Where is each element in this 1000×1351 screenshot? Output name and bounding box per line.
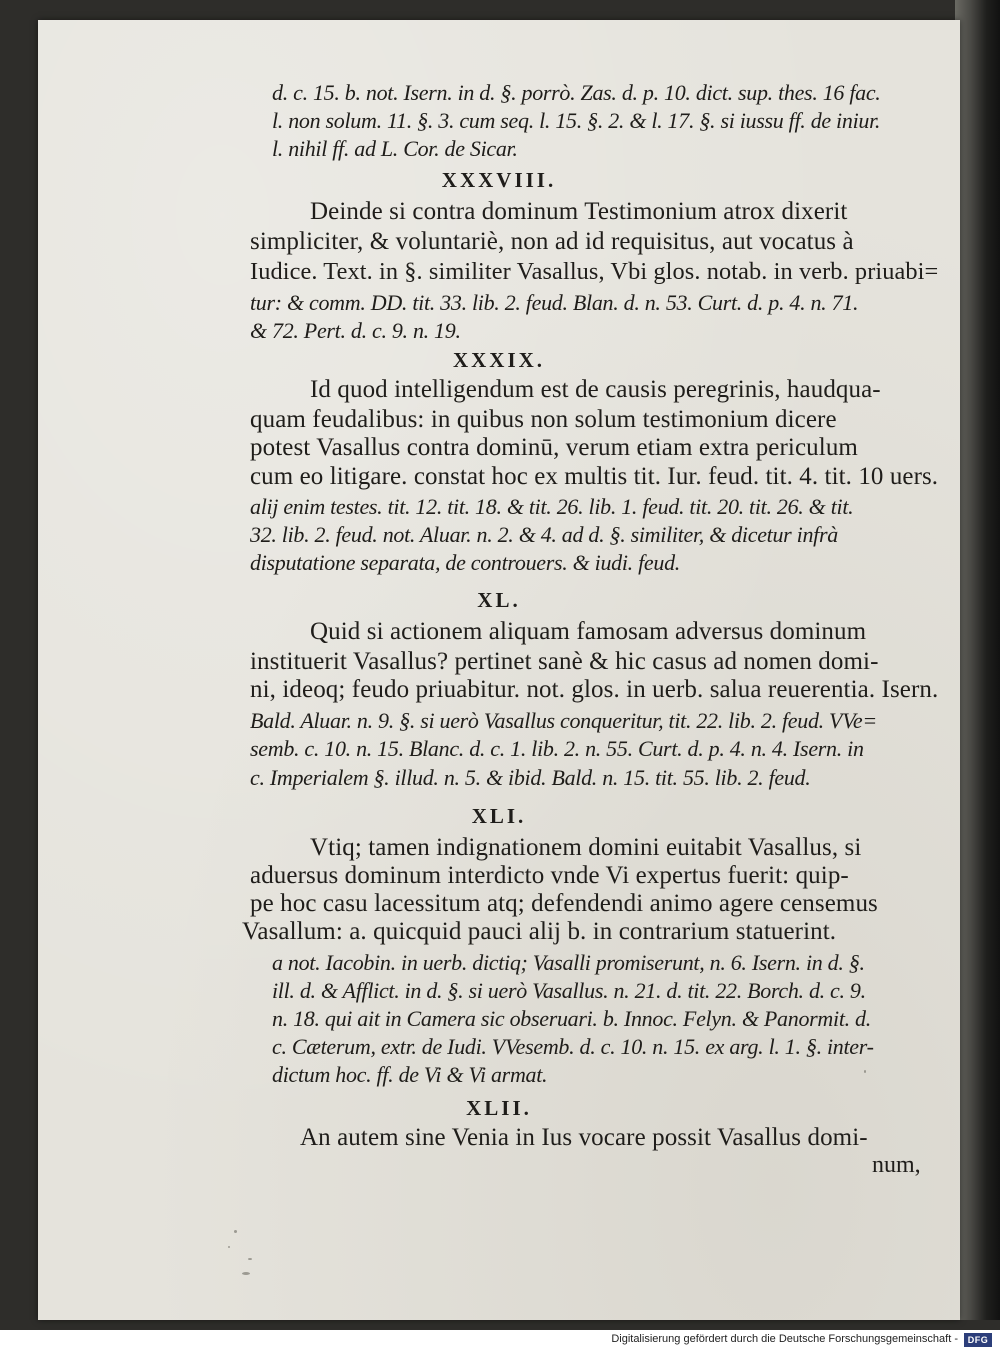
- text-line: cum eo litigare. constat hoc ex multis tit. Iur. feud. tit. 4. tit. 10 uers.: [250, 463, 939, 490]
- footer-bar: [0, 1330, 1000, 1351]
- text-line: An autem sine Venia in Ius vocare possit Vasallus domi-: [300, 1124, 868, 1151]
- ref-line: dictum hoc. ff. de Vi & Vi armat.: [272, 1062, 548, 1087]
- funding-notice: Digitalisierung gefördert durch die Deutsche Forschungsgemeinschaft -: [611, 1333, 958, 1345]
- catchword: num,: [872, 1152, 921, 1178]
- section-heading-xxxviii: XXXVIII.: [441, 168, 557, 192]
- ref-line: tur: & comm. DD. tit. 33. lib. 2. feud. Blan. d. n. 53. Curt. d. p. 4. n. 71.: [250, 290, 859, 315]
- ref-line: & 72. Pert. d. c. 9. n. 19.: [250, 318, 461, 343]
- paper-speck: [864, 1070, 866, 1073]
- ref-line: d. c. 15. b. not. Isern. in d. §. porrò. Zas. d. p. 10. dict. sup. thes. 16 fac.: [272, 80, 881, 105]
- text-line: Vasallum: a. quicquid pauci alij b. in contrarium statuerint.: [242, 918, 837, 945]
- paper-speck: [234, 1230, 237, 1233]
- text-line: instituerit Vasallus? pertinet sanè & hic casus ad nomen domi-: [250, 648, 879, 675]
- ref-line: ill. d. & Afflict. in d. §. si uerò Vasallus. n. 21. d. tit. 22. Borch. d. c. 9.: [272, 978, 866, 1003]
- text-line: Iudice. Text. in §. similiter Vasallus, Vbi glos. notab. in verb. priuabi=: [250, 258, 939, 285]
- text-line: aduersus dominum interdicto vnde Vi expertus fuerit: quip-: [250, 862, 849, 889]
- text-line: quam feudalibus: in quibus non solum testimonium dicere: [250, 406, 837, 433]
- ref-line: l. non solum. 11. §. 3. cum seq. l. 15. §. 2. & l. 17. §. si iussu ff. de iniur.: [272, 108, 881, 133]
- section-heading-xlii: XLII.: [466, 1096, 532, 1120]
- ref-line: 32. lib. 2. feud. not. Aluar. n. 2. & 4. ad d. §. similiter, & dicetur infrà: [250, 522, 838, 547]
- paper-speck: [228, 1246, 230, 1248]
- text-line: Quid si actionem aliquam famosam adversus dominum: [310, 618, 867, 645]
- book-edge: [955, 0, 1000, 1320]
- section-heading-xl: XL.: [477, 588, 521, 612]
- dfg-logo-icon: DFG: [964, 1333, 992, 1347]
- ref-line: l. nihil ff. ad L. Cor. de Sicar.: [272, 136, 518, 161]
- ref-line: alij enim testes. tit. 12. tit. 18. & tit. 26. lib. 1. feud. tit. 20. tit. 26. & tit.: [250, 494, 854, 519]
- paper-speck: [242, 1272, 250, 1275]
- text-line: potest Vasallus contra dominū, verum etiam extra periculum: [250, 434, 858, 461]
- ref-line: semb. c. 10. n. 15. Blanc. d. c. 1. lib. 2. n. 55. Curt. d. p. 4. n. 4. Isern. in: [250, 736, 864, 761]
- ref-line: c. Cæterum, extr. de Iudi. VVesemb. d. c. 10. n. 15. ex arg. l. 1. §. inter-: [272, 1034, 874, 1059]
- ref-line: c. Imperialem §. illud. n. 5. & ibid. Bald. n. 15. tit. 55. lib. 2. feud.: [250, 765, 811, 790]
- text-line: Deinde si contra dominum Testimonium atrox dixerit: [310, 198, 848, 225]
- ref-line: Bald. Aluar. n. 9. §. si uerò Vasallus conqueritur, tit. 22. lib. 2. feud. VVe=: [250, 708, 877, 733]
- section-heading-xli: XLI.: [471, 804, 527, 828]
- ref-line: a not. Iacobin. in uerb. dictiq; Vasalli promiserunt, n. 6. Isern. in d. §.: [272, 950, 865, 975]
- section-heading-xxxix: XXXIX.: [452, 348, 546, 372]
- paper-speck: [248, 1258, 252, 1260]
- text-line: Vtiq; tamen indignationem domini euitabit Vasallus, si: [310, 834, 862, 861]
- ref-line: disputatione separata, de controuers. & iudi. feud.: [250, 550, 680, 575]
- ref-line: n. 18. qui ait in Camera sic obseruari. b. Innoc. Felyn. & Panormit. d.: [272, 1006, 871, 1031]
- text-line: simpliciter, & voluntariè, non ad id requisitus, aut vocatus à: [250, 228, 854, 255]
- page-sheet: [38, 20, 960, 1320]
- text-line: Id quod intelligendum est de causis peregrinis, haudqua-: [310, 376, 881, 403]
- text-line: pe hoc casu lacessitum atq; defendendi animo agere censemus: [250, 890, 878, 917]
- text-line: ni, ideoq; feudo priuabitur. not. glos. in uerb. salua reuerentia. Isern.: [250, 676, 939, 703]
